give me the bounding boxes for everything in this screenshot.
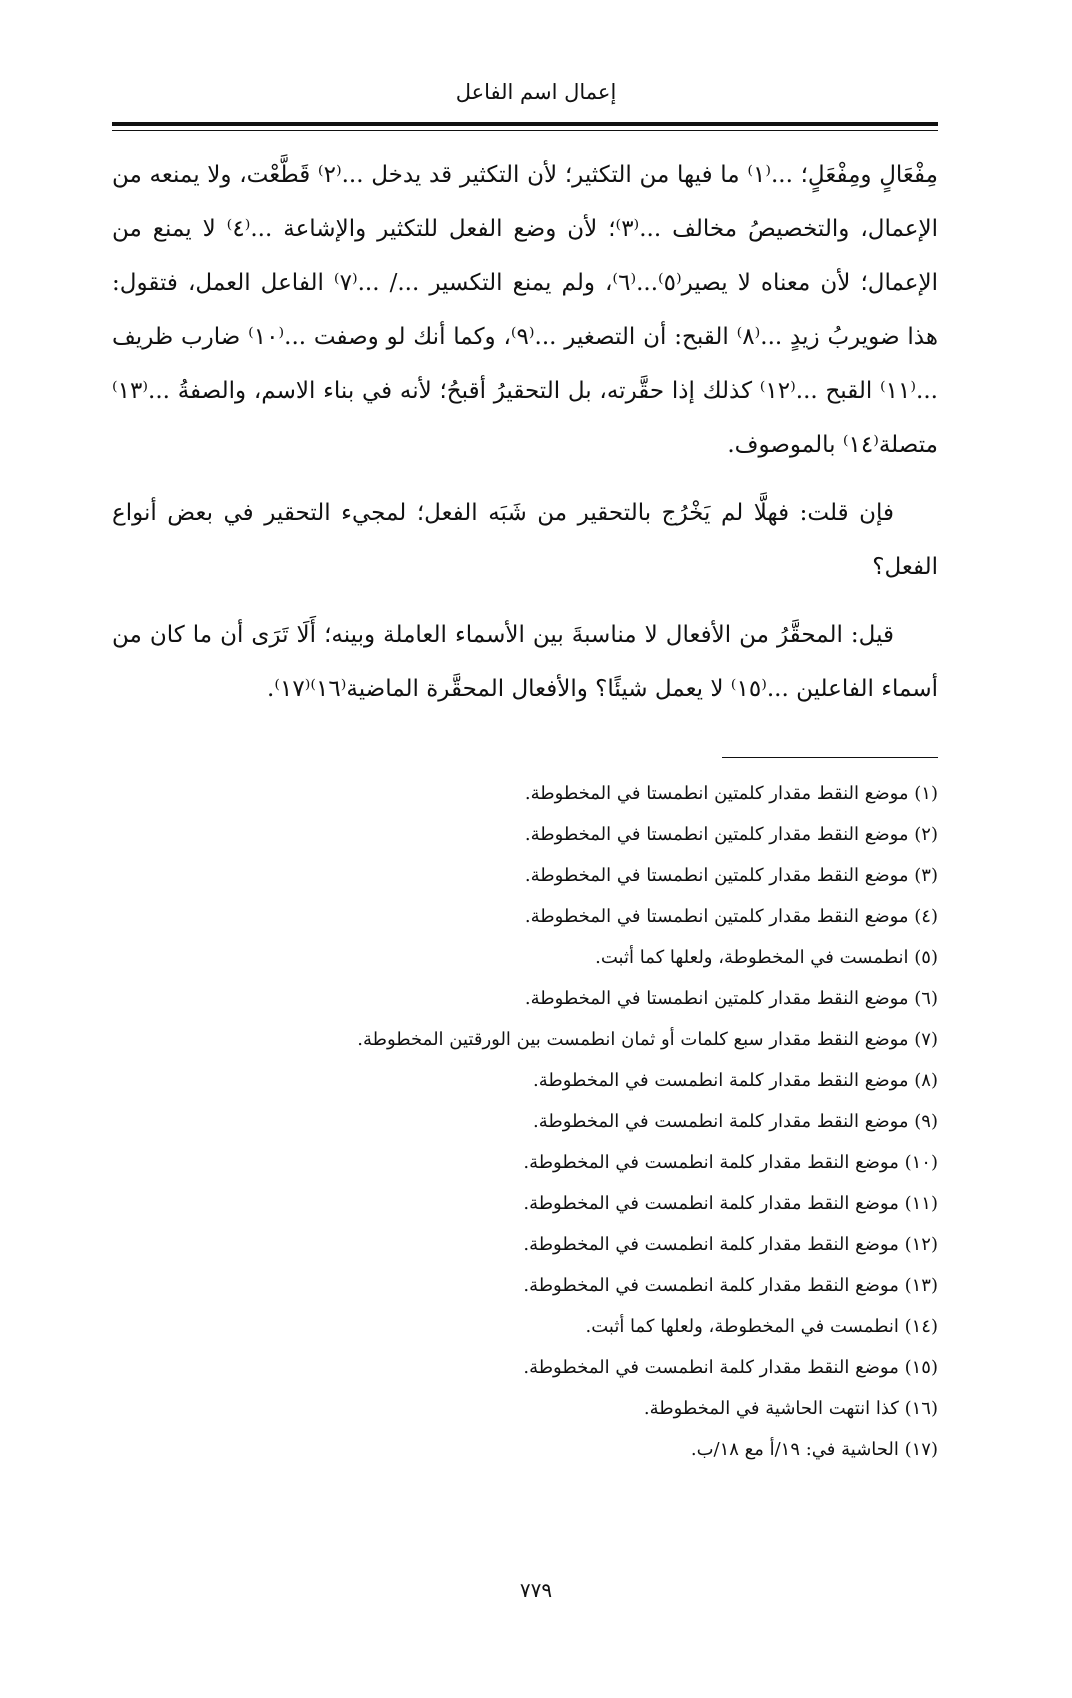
footnote-17: (١٧) الحاشية في: ١٩/أ مع ١٨/ب. (690, 1439, 938, 1460)
footnote-16: (١٦) كذا انتهت الحاشية في المخطوطة. (643, 1398, 938, 1419)
main-text (112, 148, 938, 730)
footnote-10: (١٠) موضع النقط مقدار كلمة انطمست في المخطوطة. (523, 1152, 938, 1173)
footnote-12: (١٢) موضع النقط مقدار كلمة انطمست في المخطوطة. (523, 1234, 938, 1255)
paragraph-3: قيل: المحقَّرُ من الأفعال لا مناسبةَ بين الأسماء العاملة وبينه؛ أَلَا تَرَى أن ما كان من أسماء الفاعلين ...⁽١٥⁾ لا يعمل شيئًا؟ والأفعال المحقَّرة الماضية⁽١٦⁾⁽١٧⁾. (112, 622, 938, 702)
running-header: إعمال اسم الفاعل (455, 80, 617, 104)
footnote-6: (٦) موضع النقط مقدار كلمتين انطمستا في المخطوطة. (524, 988, 938, 1009)
page-number: ٧٧٩ (519, 1578, 553, 1602)
footnotes (112, 773, 938, 1470)
footnote-7: (٧) موضع النقط مقدار سبع كلمات أو ثمان انطمست بين الورقتين المخطوطة. (357, 1029, 938, 1050)
footnote-1: (١) موضع النقط مقدار كلمتين انطمستا في المخطوطة. (524, 783, 938, 804)
footnote-4: (٤) موضع النقط مقدار كلمتين انطمستا في المخطوطة. (524, 906, 938, 927)
footnote-11: (١١) موضع النقط مقدار كلمة انطمست في المخطوطة. (523, 1193, 938, 1214)
header-rule-thick (112, 122, 938, 126)
footnote-8: (٨) موضع النقط مقدار كلمة انطمست في المخطوطة. (533, 1070, 938, 1091)
footnote-separator (722, 757, 938, 758)
paragraph-2: فإن قلت: فهلَّا لم يَخْرُج بالتحقير من شَبَه الفعل؛ لمجيء التحقير في بعض أنواع الفعل؟ (112, 500, 938, 580)
footnote-5: (٥) انطمست في المخطوطة، ولعلها كما أثبت. (595, 947, 938, 968)
footnote-2: (٢) موضع النقط مقدار كلمتين انطمستا في المخطوطة. (524, 824, 938, 845)
footnote-9: (٩) موضع النقط مقدار كلمة انطمست في المخطوطة. (533, 1111, 938, 1132)
footnote-13: (١٣) موضع النقط مقدار كلمة انطمست في المخطوطة. (523, 1275, 938, 1296)
footnote-3: (٣) موضع النقط مقدار كلمتين انطمستا في المخطوطة. (524, 865, 938, 886)
footnote-15: (١٥) موضع النقط مقدار كلمة انطمست في المخطوطة. (523, 1357, 938, 1378)
paragraph-1: مِفْعَالٍ ومِفْعَلٍ؛ ...⁽١⁾ ما فيها من التكثير؛ لأن التكثير قد يدخل ...⁽٢⁾ قَطَّعْت، ولا يمنعه من الإعمال، والتخصيصُ مخالف ...⁽٣⁾؛ لأن وضع الفعل للتكثير والإشاعة ...⁽٤⁾ لا يمنع من الإعمال؛ لأن معناه لا يصير⁽٥⁾...⁽٦⁾، ولم يمنع التكسير .../ ...⁽٧⁾ الفاعل العمل، فتقول: هذا ضويربُ زيدٍ ...⁽٨⁾ القبح: أن التصغير ...⁽٩⁾، وكما أنك لو وصفت ...⁽١٠⁾ ضارب ظريف ...⁽١١⁾ القبح ...⁽١٢⁾ كذلك إذا حقَّرته، بل التحقيرُ أقبحُ؛ لأنه في بناء الاسم، والصفةُ ...⁽١٣⁾ متصلة⁽١٤⁾ بالموصوف. (112, 162, 939, 458)
header-rule-thin (112, 130, 938, 131)
footnote-14: (١٤) انطمست في المخطوطة، ولعلها كما أثبت. (585, 1316, 938, 1337)
